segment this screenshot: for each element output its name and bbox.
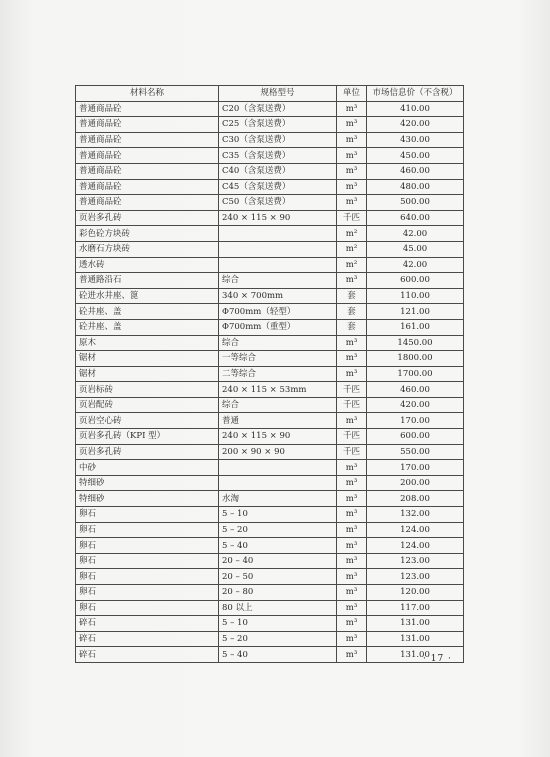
price-cell: 200.00 xyxy=(367,475,464,491)
table-row xyxy=(76,631,464,647)
unit-cell: 千匹 xyxy=(337,210,367,226)
table-row xyxy=(76,226,464,242)
material-name-cell: 卵石 xyxy=(76,569,219,585)
material-name-cell: 水磨石方块砖 xyxy=(76,241,219,257)
spec-cell xyxy=(219,257,337,273)
price-cell: 410.00 xyxy=(367,101,464,117)
unit-cell: m³ xyxy=(337,351,367,367)
spec-cell: 20 – 50 xyxy=(219,569,337,585)
material-name-cell: 卵石 xyxy=(76,585,219,601)
price-cell: 123.00 xyxy=(367,553,464,569)
unit-cell: 套 xyxy=(337,319,367,335)
material-name-cell: 碎石 xyxy=(76,631,219,647)
unit-cell: m³ xyxy=(337,491,367,507)
material-name-cell: 原木 xyxy=(76,335,219,351)
material-name-cell: 砼井座、盖 xyxy=(76,319,219,335)
price-cell: 550.00 xyxy=(367,444,464,460)
spec-cell: 200 × 90 × 90 xyxy=(219,444,337,460)
spec-cell: C50（含泵送费） xyxy=(219,195,337,211)
spec-cell: Φ700mm（轻型） xyxy=(219,304,337,320)
price-cell: 420.00 xyxy=(367,117,464,133)
table-row xyxy=(76,117,464,133)
header-unit: 单位 xyxy=(337,86,367,102)
spec-cell: 综合 xyxy=(219,335,337,351)
unit-cell: m² xyxy=(337,226,367,242)
material-name-cell: 卵石 xyxy=(76,507,219,523)
unit-cell: m³ xyxy=(337,366,367,382)
unit-cell: m³ xyxy=(337,585,367,601)
spec-cell: Φ700mm（重型） xyxy=(219,319,337,335)
price-cell: 131.00 xyxy=(367,647,464,663)
table-body xyxy=(76,101,464,662)
table-row xyxy=(76,585,464,601)
price-cell: 132.00 xyxy=(367,507,464,523)
unit-cell: 套 xyxy=(337,304,367,320)
spec-cell: 5 – 40 xyxy=(219,538,337,554)
table-row xyxy=(76,304,464,320)
spec-cell: 二等综合 xyxy=(219,366,337,382)
unit-cell: m³ xyxy=(337,163,367,179)
spec-cell: 5 – 10 xyxy=(219,616,337,632)
price-cell: 420.00 xyxy=(367,397,464,413)
unit-cell: m³ xyxy=(337,101,367,117)
spec-cell: C45（含泵送费） xyxy=(219,179,337,195)
spec-cell: 一等综合 xyxy=(219,351,337,367)
material-name-cell: 普通商品砼 xyxy=(76,163,219,179)
price-cell: 45.00 xyxy=(367,241,464,257)
material-name-cell: 锯材 xyxy=(76,366,219,382)
price-cell: 480.00 xyxy=(367,179,464,195)
price-cell: 131.00 xyxy=(367,616,464,632)
material-name-cell: 彩色砼方块砖 xyxy=(76,226,219,242)
table-row xyxy=(76,429,464,445)
unit-cell: m² xyxy=(337,241,367,257)
material-name-cell: 卵石 xyxy=(76,522,219,538)
spec-cell: 普通 xyxy=(219,413,337,429)
unit-cell: m³ xyxy=(337,600,367,616)
table-row xyxy=(76,522,464,538)
price-cell: 460.00 xyxy=(367,382,464,398)
spec-cell: 水淘 xyxy=(219,491,337,507)
spec-cell: C25（含泵送费） xyxy=(219,117,337,133)
header-material-name: 材料名称 xyxy=(76,86,219,102)
spec-cell: C20（含泵送费） xyxy=(219,101,337,117)
unit-cell: m³ xyxy=(337,460,367,476)
table-row xyxy=(76,101,464,117)
material-name-cell: 普通商品砼 xyxy=(76,179,219,195)
material-name-cell: 页岩空心砖 xyxy=(76,413,219,429)
price-cell: 124.00 xyxy=(367,538,464,554)
material-name-cell: 中砂 xyxy=(76,460,219,476)
material-name-cell: 卵石 xyxy=(76,600,219,616)
unit-cell: m³ xyxy=(337,507,367,523)
spec-cell: 5 – 20 xyxy=(219,631,337,647)
material-name-cell: 页岩配砖 xyxy=(76,397,219,413)
price-cell: 600.00 xyxy=(367,273,464,289)
unit-cell: m³ xyxy=(337,413,367,429)
price-cell: 1800.00 xyxy=(367,351,464,367)
spec-cell: 5 – 20 xyxy=(219,522,337,538)
table-row xyxy=(76,397,464,413)
header-price: 市场信息价（不含税） xyxy=(367,86,464,102)
spec-cell: 340 × 700mm xyxy=(219,288,337,304)
price-cell: 450.00 xyxy=(367,148,464,164)
unit-cell: m³ xyxy=(337,616,367,632)
spec-cell: 20 – 80 xyxy=(219,585,337,601)
spec-cell: 240 × 115 × 90 xyxy=(219,210,337,226)
price-cell: 161.00 xyxy=(367,319,464,335)
spec-cell: 80 以上 xyxy=(219,600,337,616)
material-name-cell: 砼井座、盖 xyxy=(76,304,219,320)
spec-cell: C30（含泵送费） xyxy=(219,132,337,148)
table-row xyxy=(76,491,464,507)
unit-cell: 千匹 xyxy=(337,444,367,460)
material-name-cell: 普通商品砼 xyxy=(76,148,219,164)
price-cell: 117.00 xyxy=(367,600,464,616)
price-cell: 430.00 xyxy=(367,132,464,148)
unit-cell: m³ xyxy=(337,195,367,211)
spec-cell xyxy=(219,460,337,476)
material-name-cell: 页岩多孔砖（KPI 型） xyxy=(76,429,219,445)
material-name-cell: 透水砖 xyxy=(76,257,219,273)
unit-cell: m³ xyxy=(337,522,367,538)
unit-cell: m³ xyxy=(337,148,367,164)
unit-cell: m³ xyxy=(337,569,367,585)
material-name-cell: 碎石 xyxy=(76,616,219,632)
table-row xyxy=(76,335,464,351)
material-name-cell: 页岩多孔砖 xyxy=(76,210,219,226)
unit-cell: 千匹 xyxy=(337,397,367,413)
price-cell: 42.00 xyxy=(367,257,464,273)
unit-cell: 千匹 xyxy=(337,429,367,445)
unit-cell: m³ xyxy=(337,273,367,289)
table-header-row xyxy=(76,86,464,102)
table-row xyxy=(76,569,464,585)
material-name-cell: 普通商品砼 xyxy=(76,101,219,117)
material-name-cell: 卵石 xyxy=(76,553,219,569)
unit-cell: m³ xyxy=(337,647,367,663)
price-cell: 42.00 xyxy=(367,226,464,242)
table-row xyxy=(76,647,464,663)
table-row xyxy=(76,163,464,179)
unit-cell: m³ xyxy=(337,475,367,491)
table-row xyxy=(76,616,464,632)
material-name-cell: 碎石 xyxy=(76,647,219,663)
table-row xyxy=(76,288,464,304)
table-row xyxy=(76,210,464,226)
material-name-cell: 卵石 xyxy=(76,538,219,554)
price-table xyxy=(75,85,464,663)
material-name-cell: 普通商品砼 xyxy=(76,117,219,133)
table-row xyxy=(76,538,464,554)
table-row xyxy=(76,366,464,382)
table-row xyxy=(76,132,464,148)
table-row xyxy=(76,179,464,195)
price-cell: 110.00 xyxy=(367,288,464,304)
table-row xyxy=(76,382,464,398)
material-name-cell: 锯材 xyxy=(76,351,219,367)
price-cell: 500.00 xyxy=(367,195,464,211)
price-cell: 121.00 xyxy=(367,304,464,320)
header-spec: 规格型号 xyxy=(219,86,337,102)
material-name-cell: 砼进水井座、篦 xyxy=(76,288,219,304)
table-row xyxy=(76,319,464,335)
price-cell: 1450.00 xyxy=(367,335,464,351)
table-row xyxy=(76,553,464,569)
table-row xyxy=(76,507,464,523)
table-row xyxy=(76,148,464,164)
unit-cell: m² xyxy=(337,257,367,273)
unit-cell: m³ xyxy=(337,335,367,351)
price-cell: 170.00 xyxy=(367,460,464,476)
price-cell: 123.00 xyxy=(367,569,464,585)
spec-cell: 5 – 10 xyxy=(219,507,337,523)
table-row xyxy=(76,460,464,476)
material-name-cell: 页岩标砖 xyxy=(76,382,219,398)
table-row xyxy=(76,444,464,460)
table-row xyxy=(76,241,464,257)
table-row xyxy=(76,413,464,429)
price-cell: 170.00 xyxy=(367,413,464,429)
spec-cell: 综合 xyxy=(219,273,337,289)
table-row xyxy=(76,273,464,289)
price-cell: 600.00 xyxy=(367,429,464,445)
spec-cell: 5 – 40 xyxy=(219,647,337,663)
table-row xyxy=(76,475,464,491)
price-cell: 124.00 xyxy=(367,522,464,538)
unit-cell: m³ xyxy=(337,631,367,647)
table-row xyxy=(76,195,464,211)
table-row xyxy=(76,257,464,273)
material-name-cell: 普通商品砼 xyxy=(76,132,219,148)
spec-cell: 240 × 115 × 53mm xyxy=(219,382,337,398)
spec-cell: C35（含泵送费） xyxy=(219,148,337,164)
spec-cell xyxy=(219,241,337,257)
price-cell: 1700.00 xyxy=(367,366,464,382)
material-name-cell: 特细砂 xyxy=(76,475,219,491)
material-name-cell: 特细砂 xyxy=(76,491,219,507)
spec-cell xyxy=(219,226,337,242)
unit-cell: m³ xyxy=(337,117,367,133)
spec-cell: 综合 xyxy=(219,397,337,413)
material-name-cell: 页岩多孔砖 xyxy=(76,444,219,460)
unit-cell: 千匹 xyxy=(337,382,367,398)
price-cell: 131.00 xyxy=(367,631,464,647)
unit-cell: m³ xyxy=(337,179,367,195)
table-row xyxy=(76,600,464,616)
unit-cell: m³ xyxy=(337,132,367,148)
material-name-cell: 普通路沿石 xyxy=(76,273,219,289)
spec-cell: 240 × 115 × 90 xyxy=(219,429,337,445)
spec-cell: 20 – 40 xyxy=(219,553,337,569)
spec-cell: C40（含泵送费） xyxy=(219,163,337,179)
table-row xyxy=(76,351,464,367)
price-cell: 640.00 xyxy=(367,210,464,226)
unit-cell: m³ xyxy=(337,538,367,554)
price-cell: 460.00 xyxy=(367,163,464,179)
material-name-cell: 普通商品砼 xyxy=(76,195,219,211)
unit-cell: m³ xyxy=(337,553,367,569)
unit-cell: 套 xyxy=(337,288,367,304)
spec-cell xyxy=(219,475,337,491)
page-number: · 17 · xyxy=(423,654,452,664)
price-cell: 120.00 xyxy=(367,585,464,601)
price-cell: 208.00 xyxy=(367,491,464,507)
